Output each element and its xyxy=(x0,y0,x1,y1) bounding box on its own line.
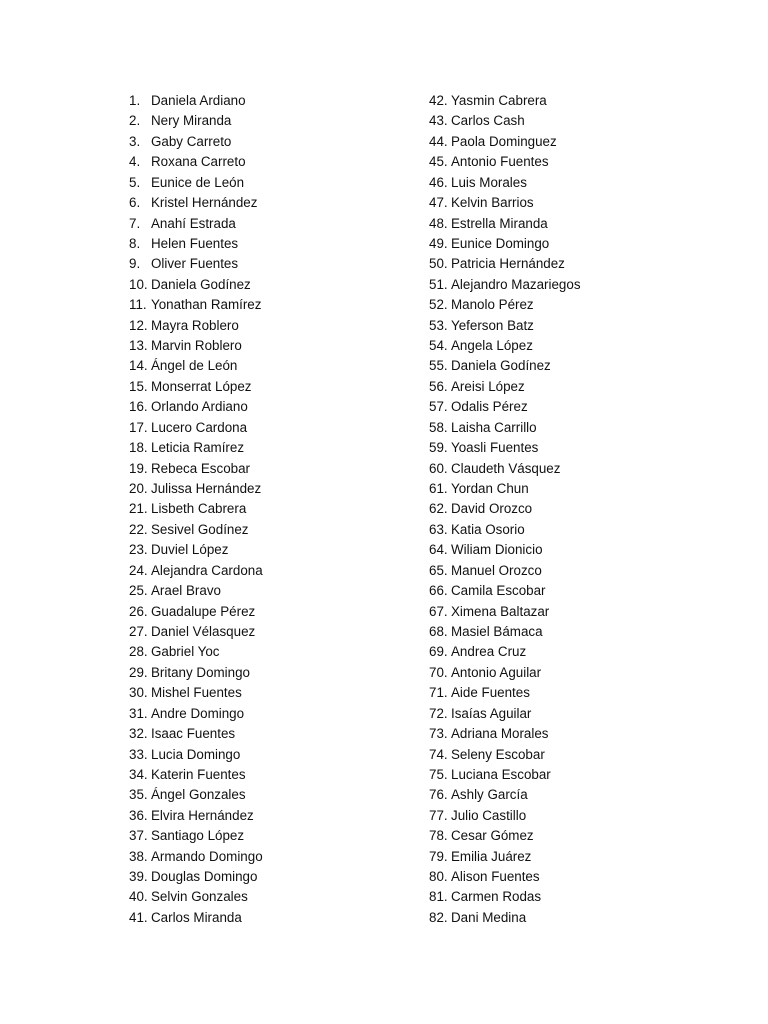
list-item-name: Manuel Orozco xyxy=(451,562,542,578)
list-item xyxy=(429,418,581,438)
list-item xyxy=(129,254,263,274)
list-item xyxy=(429,847,581,867)
list-item-number: 52. xyxy=(429,297,448,313)
list-item-name: Antonio Aguilar xyxy=(451,664,542,680)
list-item-number: 40. xyxy=(129,889,148,905)
list-item xyxy=(129,847,263,867)
list-item xyxy=(129,356,263,376)
list-item-number: 27. xyxy=(129,623,148,639)
list-item-name: Sesivel Godínez xyxy=(151,521,249,537)
list-item-name: Julio Castillo xyxy=(451,807,527,823)
list-item xyxy=(129,499,263,519)
list-item-name: Seleny Escobar xyxy=(451,746,545,762)
list-item xyxy=(429,724,581,744)
list-item xyxy=(129,91,263,111)
list-item-name: Daniela Godínez xyxy=(151,276,251,292)
list-item xyxy=(129,275,263,295)
list-item-name: Patricia Hernández xyxy=(451,256,565,272)
list-item-name: Wiliam Dionicio xyxy=(451,542,543,558)
list-item-number: 28. xyxy=(129,644,148,660)
list-item xyxy=(429,602,581,622)
list-item-number: 80. xyxy=(429,869,448,885)
list-item-number: 31. xyxy=(129,705,148,721)
list-item-name: Carlos Miranda xyxy=(151,909,242,925)
list-item xyxy=(429,745,581,765)
list-item-number: 51. xyxy=(429,276,448,292)
list-item-number: 17. xyxy=(129,419,148,435)
list-item-name: Helen Fuentes xyxy=(151,235,239,251)
list-item-name: Laisha Carrillo xyxy=(451,419,537,435)
list-item-number: 2. xyxy=(129,113,141,129)
list-item xyxy=(129,438,263,458)
list-item-number: 60. xyxy=(429,460,448,476)
list-item-name: Isaac Fuentes xyxy=(151,726,236,742)
list-item-number: 29. xyxy=(129,664,148,680)
list-item xyxy=(429,377,581,397)
list-item xyxy=(129,418,263,438)
list-item-number: 77. xyxy=(429,807,448,823)
list-item xyxy=(129,826,263,846)
list-item-name: Monserrat López xyxy=(151,378,252,394)
list-item xyxy=(129,765,263,785)
list-item-name: Daniela Godínez xyxy=(451,358,551,374)
list-item-number: 41. xyxy=(129,909,148,925)
list-item-name: Roxana Carreto xyxy=(151,154,246,170)
list-item-number: 63. xyxy=(429,521,448,537)
name-list-left xyxy=(129,91,263,928)
list-item-number: 32. xyxy=(129,726,148,742)
list-item-number: 59. xyxy=(429,440,448,456)
list-item xyxy=(429,806,581,826)
list-item-name: Antonio Fuentes xyxy=(451,154,549,170)
list-item-number: 54. xyxy=(429,338,448,354)
list-item-number: 42. xyxy=(429,93,448,108)
list-item-name: Armando Domingo xyxy=(151,848,263,864)
list-item-name: Ashly García xyxy=(451,787,528,803)
list-item xyxy=(129,397,263,417)
list-item-name: Yasmin Cabrera xyxy=(451,93,547,108)
list-item-number: 8. xyxy=(129,235,141,251)
list-item-name: Lucia Domingo xyxy=(151,746,241,762)
list-item-number: 34. xyxy=(129,766,148,782)
list-item-number: 65. xyxy=(429,562,448,578)
list-item-name: Ángel Gonzales xyxy=(151,787,246,803)
list-item xyxy=(429,479,581,499)
list-item-name: Ximena Baltazar xyxy=(451,603,550,619)
list-item xyxy=(129,908,263,928)
list-item xyxy=(129,377,263,397)
list-item-name: Lucero Cardona xyxy=(151,419,248,435)
list-item-name: Dani Medina xyxy=(451,909,527,925)
list-item xyxy=(429,663,581,683)
list-item-number: 20. xyxy=(129,481,148,497)
list-item-number: 62. xyxy=(429,501,448,517)
list-item-name: Nery Miranda xyxy=(151,113,232,129)
list-item-name: Daniel Vélasquez xyxy=(151,623,256,639)
list-item-number: 22. xyxy=(129,521,148,537)
list-item xyxy=(429,193,581,213)
list-item-name: Oliver Fuentes xyxy=(151,256,239,272)
list-item-name: Kristel Hernández xyxy=(151,195,258,211)
list-item-number: 53. xyxy=(429,317,448,333)
list-item xyxy=(429,356,581,376)
list-item-name: Luciana Escobar xyxy=(451,766,551,782)
list-item-name: Mayra Roblero xyxy=(151,317,239,333)
list-item-number: 13. xyxy=(129,338,148,354)
list-item-name: Anahí Estrada xyxy=(151,215,236,231)
name-list-right xyxy=(429,91,581,928)
list-item xyxy=(129,540,263,560)
list-item-name: Yoasli Fuentes xyxy=(451,440,539,456)
list-item-name: Cesar Gómez xyxy=(451,828,534,844)
list-item-number: 76. xyxy=(429,787,448,803)
list-item xyxy=(129,887,263,907)
list-item xyxy=(429,867,581,887)
list-item-name: Areisi López xyxy=(451,378,525,394)
list-item xyxy=(429,540,581,560)
list-item-number: 45. xyxy=(429,154,448,170)
list-item-name: Claudeth Vásquez xyxy=(451,460,561,476)
list-item-name: Gabriel Yoc xyxy=(151,644,220,660)
list-item-number: 79. xyxy=(429,848,448,864)
list-item xyxy=(129,316,263,336)
list-item-name: Lisbeth Cabrera xyxy=(151,501,247,517)
list-item-number: 39. xyxy=(129,869,148,885)
list-item xyxy=(129,479,263,499)
list-item-number: 73. xyxy=(429,726,448,742)
list-item-name: Camila Escobar xyxy=(451,583,546,599)
list-item-name: Elvira Hernández xyxy=(151,807,254,823)
list-item-number: 64. xyxy=(429,542,448,558)
list-item xyxy=(429,234,581,254)
list-item-name: Santiago López xyxy=(151,828,245,844)
list-item xyxy=(429,499,581,519)
list-item-name: Carlos Cash xyxy=(451,113,525,129)
list-item xyxy=(429,91,581,111)
list-item-number: 71. xyxy=(429,685,448,701)
list-item-number: 57. xyxy=(429,399,448,415)
list-item-number: 35. xyxy=(129,787,148,803)
list-item xyxy=(429,520,581,540)
list-item xyxy=(129,806,263,826)
list-item xyxy=(429,397,581,417)
list-item xyxy=(129,295,263,315)
list-item xyxy=(129,459,263,479)
list-item-name: Alejandra Cardona xyxy=(151,562,263,578)
list-item-name: Alejandro Mazariegos xyxy=(451,276,581,292)
list-item-number: 50. xyxy=(429,256,448,272)
list-item-name: Emilia Juárez xyxy=(451,848,532,864)
list-item xyxy=(129,724,263,744)
list-item-number: 4. xyxy=(129,154,141,170)
list-item-number: 15. xyxy=(129,378,148,394)
list-item-name: Ángel de León xyxy=(151,358,238,374)
list-item xyxy=(129,867,263,887)
list-item-name: Manolo Pérez xyxy=(451,297,534,313)
list-item-number: 5. xyxy=(129,174,141,190)
list-item-name: Adriana Morales xyxy=(451,726,549,742)
list-item xyxy=(429,642,581,662)
list-item xyxy=(429,622,581,642)
list-item-number: 24. xyxy=(129,562,148,578)
list-item-number: 48. xyxy=(429,215,448,231)
list-item-name: Estrella Miranda xyxy=(451,215,548,231)
list-item-number: 82. xyxy=(429,909,448,925)
list-item-number: 18. xyxy=(129,440,148,456)
list-item xyxy=(129,581,263,601)
list-item-number: 3. xyxy=(129,133,141,149)
list-item xyxy=(129,214,263,234)
list-item-name: Orlando Ardiano xyxy=(151,399,248,415)
list-item-number: 58. xyxy=(429,419,448,435)
list-item-number: 21. xyxy=(129,501,148,517)
list-item-number: 36. xyxy=(129,807,148,823)
list-item xyxy=(129,234,263,254)
list-item-name: Andre Domingo xyxy=(151,705,245,721)
list-item-name: Carmen Rodas xyxy=(451,889,542,905)
list-item-name: Paola Dominguez xyxy=(451,133,557,149)
list-item xyxy=(429,765,581,785)
list-item-name: Katerin Fuentes xyxy=(151,766,246,782)
list-item-number: 47. xyxy=(429,195,448,211)
list-item-name: Mishel Fuentes xyxy=(151,685,242,701)
list-item xyxy=(429,275,581,295)
list-item xyxy=(129,683,263,703)
list-item-number: 69. xyxy=(429,644,448,660)
list-item xyxy=(429,683,581,703)
list-item-number: 33. xyxy=(129,746,148,762)
list-item-name: Rebeca Escobar xyxy=(151,460,250,476)
list-item-name: Andrea Cruz xyxy=(451,644,527,660)
list-item xyxy=(429,254,581,274)
list-item-name: David Orozco xyxy=(451,501,533,517)
list-item xyxy=(429,826,581,846)
list-item-name: Douglas Domingo xyxy=(151,869,258,885)
list-item xyxy=(429,152,581,172)
list-item-name: Yonathan Ramírez xyxy=(151,297,262,313)
list-item xyxy=(129,561,263,581)
list-item-number: 75. xyxy=(429,766,448,782)
list-item xyxy=(129,642,263,662)
list-item-number: 70. xyxy=(429,664,448,680)
list-item xyxy=(429,214,581,234)
list-item xyxy=(129,704,263,724)
list-item-number: 74. xyxy=(429,746,448,762)
list-item-number: 72. xyxy=(429,705,448,721)
list-item xyxy=(129,193,263,213)
list-item xyxy=(429,173,581,193)
list-item-number: 67. xyxy=(429,603,448,619)
list-item-name: Katia Osorio xyxy=(451,521,525,537)
list-item-name: Isaías Aguilar xyxy=(451,705,532,721)
list-item-number: 16. xyxy=(129,399,148,415)
list-item-number: 19. xyxy=(129,460,148,476)
list-item-name: Gaby Carreto xyxy=(151,133,232,149)
list-item xyxy=(429,459,581,479)
list-item-number: 44. xyxy=(429,133,448,149)
list-item-name: Kelvin Barrios xyxy=(451,195,534,211)
list-item-name: Duviel López xyxy=(151,542,229,558)
list-item-number: 30. xyxy=(129,685,148,701)
list-item-number: 68. xyxy=(429,623,448,639)
list-item-number: 7. xyxy=(129,215,141,231)
list-item-number: 10. xyxy=(129,276,148,292)
list-item xyxy=(429,438,581,458)
list-item-name: Julissa Hernández xyxy=(151,481,262,497)
list-item-number: 23. xyxy=(129,542,148,558)
list-item-name: Yordan Chun xyxy=(451,481,529,497)
list-item xyxy=(129,520,263,540)
list-item-name: Britany Domingo xyxy=(151,664,250,680)
list-item-number: 11. xyxy=(129,297,147,313)
list-item xyxy=(129,132,263,152)
list-item xyxy=(129,173,263,193)
list-item-name: Yeferson Batz xyxy=(451,317,534,333)
list-item-name: Leticia Ramírez xyxy=(151,440,245,456)
list-item xyxy=(429,785,581,805)
list-item-number: 49. xyxy=(429,235,448,251)
list-item-name: Masiel Bámaca xyxy=(451,623,543,639)
list-item xyxy=(429,908,581,928)
list-item-number: 56. xyxy=(429,378,448,394)
list-item-name: Arael Bravo xyxy=(151,583,221,599)
list-item-number: 55. xyxy=(429,358,448,374)
list-item-name: Marvin Roblero xyxy=(151,338,242,354)
list-item-name: Odalis Pérez xyxy=(451,399,528,415)
list-item-name: Guadalupe Pérez xyxy=(151,603,256,619)
list-item-number: 66. xyxy=(429,583,448,599)
list-item xyxy=(429,704,581,724)
list-item-number: 81. xyxy=(429,889,448,905)
list-item xyxy=(129,785,263,805)
list-item xyxy=(129,663,263,683)
list-item xyxy=(429,581,581,601)
list-item xyxy=(129,111,263,131)
list-item-name: Eunice de León xyxy=(151,174,245,190)
list-item xyxy=(129,602,263,622)
list-item-number: 1. xyxy=(129,93,141,108)
list-item xyxy=(129,336,263,356)
list-item xyxy=(429,295,581,315)
list-item xyxy=(129,622,263,642)
list-item xyxy=(429,336,581,356)
list-item xyxy=(429,316,581,336)
list-item-number: 38. xyxy=(129,848,148,864)
list-item-number: 46. xyxy=(429,174,448,190)
list-item-number: 37. xyxy=(129,828,148,844)
list-item-number: 9. xyxy=(129,256,141,272)
list-item-number: 26. xyxy=(129,603,148,619)
list-item-number: 6. xyxy=(129,195,141,211)
list-item-name: Selvin Gonzales xyxy=(151,889,248,905)
list-item xyxy=(429,887,581,907)
list-item-name: Luis Morales xyxy=(451,174,527,190)
list-item-number: 61. xyxy=(429,481,448,497)
list-item xyxy=(429,561,581,581)
list-item-name: Eunice Domingo xyxy=(451,235,550,251)
list-item-name: Angela López xyxy=(451,338,533,354)
list-item-name: Alison Fuentes xyxy=(451,869,540,885)
list-item xyxy=(129,745,263,765)
list-item xyxy=(429,111,581,131)
list-item-number: 78. xyxy=(429,828,448,844)
list-item-number: 12. xyxy=(129,317,148,333)
list-item xyxy=(129,152,263,172)
list-item-name: Daniela Ardiano xyxy=(151,93,246,108)
list-item-number: 43. xyxy=(429,113,448,129)
list-item-number: 25. xyxy=(129,583,148,599)
list-item xyxy=(429,132,581,152)
list-item-number: 14. xyxy=(129,358,148,374)
list-item-name: Aide Fuentes xyxy=(451,685,530,701)
